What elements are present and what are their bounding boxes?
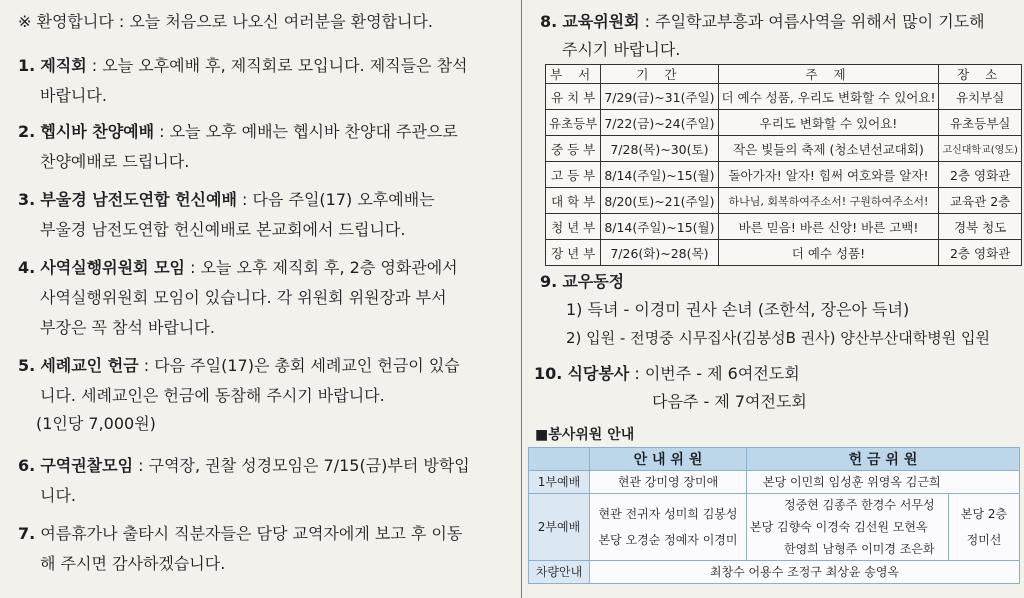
notice-number: 1. [18, 56, 36, 75]
table-cell: 8/14(주일)~15(월) [601, 214, 718, 240]
column-header: 주 제 [718, 65, 939, 84]
notice-3-line-2: 부울경 남전도연합 헌신예배로 본교회에서 드립니다. [40, 220, 406, 239]
notice-5-line-1 [18, 350, 460, 382]
column-divider [521, 0, 522, 598]
table-row [546, 110, 1022, 136]
table-cell: 7/28(목)~30(토) [601, 136, 718, 162]
notice-2-line-2: 찬양예배로 드립니다. [40, 152, 190, 171]
table-cell: 교육관 2층 [939, 188, 1021, 214]
column-header: 기 간 [601, 65, 718, 84]
table-cell: 중 등 부 [546, 136, 601, 162]
notice-number: 8. [540, 12, 558, 31]
table-cell: 경북 청도 [939, 214, 1021, 240]
guide-cell: 현관 강미영 장미애 [590, 471, 747, 494]
notice-number: 4. [18, 258, 36, 277]
volunteer-row [529, 561, 1020, 584]
notice-6-line-1 [18, 450, 470, 482]
notice-4-line-3: 부장은 꼭 참석 바랍니다. [40, 318, 215, 337]
volunteer-header-row [529, 448, 1020, 471]
notice-8-line-2: 주시기 바랍니다. [562, 40, 681, 59]
table-cell: 더 예수 성품, 우리도 변화할 수 있어요! [718, 84, 939, 110]
table-cell: 돌아가자! 알자! 힘써 여호와를 알자! [718, 162, 939, 188]
volunteer-row [529, 494, 1020, 561]
notice-number: 3. [18, 190, 36, 209]
notice-4-line-2: 사역실행위원회 모임이 있습니다. 각 위원회 위원장과 부서 [40, 288, 447, 307]
service-label: 2부예배 [529, 494, 590, 561]
welcome-notice: ※ 환영합니다 : 오늘 처음으로 나오신 여러분을 환영합니다. [18, 12, 433, 31]
notice-title: 세례교인 헌금 [40, 356, 139, 375]
notice-7-line-1 [18, 518, 462, 550]
notice-7-line-2: 해 주시면 감사하겠습니다. [40, 554, 226, 573]
offering-line: 본당 김향숙 이경숙 김선원 모현옥 [750, 520, 928, 534]
notice-4-line-1 [18, 252, 458, 284]
table-cell: 7/26(화)~28(목) [601, 240, 718, 266]
offering-line: 정중현 김종주 한경수 서무성 [784, 498, 935, 512]
table-cell: 2층 영화관 [939, 162, 1021, 188]
table-cell: 고신대학교(영도) [939, 136, 1021, 162]
notice-text: : 오늘 오후예배 후, 제직회로 모입니다. 제직들은 참석 [86, 56, 468, 75]
notice-number: 6. [18, 456, 36, 475]
table-row [546, 188, 1022, 214]
offering-line: 한영희 남형주 이미경 조은화 [784, 542, 935, 556]
table-row [546, 84, 1022, 110]
notice-number: 2. [18, 122, 36, 141]
table-cell: 바른 믿음! 바른 신앙! 바른 고백! [718, 214, 939, 240]
table-row [546, 214, 1022, 240]
table-cell: 하나님, 회복하여주소서! 구원하여주소서! [718, 188, 939, 214]
offering-cell [949, 494, 1020, 561]
notice-number: 10. [534, 364, 563, 383]
table-cell: 7/29(금)~31(주일) [601, 84, 718, 110]
notice-text: : 오늘 오후 예배는 헵시바 찬양대 주관으로 [154, 122, 458, 141]
column-header: 안 내 위 원 [590, 448, 747, 471]
service-label: 차량안내 [529, 561, 590, 584]
notice-2-line-1 [18, 116, 458, 148]
table-row [546, 162, 1022, 188]
offering-cell [747, 494, 949, 561]
table-cell: 7/22(금)~24(주일) [601, 110, 718, 136]
table-row [546, 136, 1022, 162]
notice-title: 사역실행위원회 모임 [40, 258, 185, 277]
notice-3-line-1 [18, 184, 435, 216]
column-header: 부 서 [546, 65, 601, 84]
notice-text: 여름휴가나 출타시 직분자들은 담당 교역자에게 보고 후 이동 [40, 524, 463, 543]
notice-5-line-3: (1인당 7,000원) [36, 414, 156, 433]
table-cell: 유 치 부 [546, 84, 601, 110]
notice-text: : 다음 주일(17)은 총회 세례교인 헌금이 있습 [138, 356, 460, 375]
notice-text: : 주일학교부흥과 여름사역을 위해서 많이 기도해 [639, 12, 985, 31]
table-cell: 고 등 부 [546, 162, 601, 188]
notice-9-sub-1: 1) 득녀 - 이경미 권사 손녀 (조한석, 장은아 득녀) [566, 300, 910, 319]
table-cell: 청 년 부 [546, 214, 601, 240]
notice-number: 7. [18, 524, 36, 543]
notice-text: : 오늘 오후 제직회 후, 2층 영화관에서 [185, 258, 458, 277]
notice-title: 제직회 [40, 56, 87, 75]
table-cell: 더 예수 성품! [718, 240, 939, 266]
offering-cell: 본당 이민희 임성훈 위영옥 김근희 [747, 471, 1020, 494]
notice-9-sub-2: 2) 입원 - 전명중 시무집사(김봉성B 권사) 양산부산대학병원 입원 [566, 329, 990, 347]
offering-line: 정미선 [966, 533, 1002, 547]
notice-number: 5. [18, 356, 36, 375]
notice-1-line-1 [18, 50, 468, 82]
notice-text: : 이번주 - 제 6여전도회 [629, 364, 800, 383]
education-schedule-table [545, 64, 1022, 266]
table-cell: 8/20(토)~21(주일) [601, 188, 718, 214]
notice-title: 부울경 남전도연합 헌신예배 [40, 190, 237, 209]
table-cell: 장 년 부 [546, 240, 601, 266]
vehicle-cell: 최창수 어용수 조정구 최상윤 송영옥 [590, 561, 1020, 584]
notice-title: 교육위원회 [562, 12, 640, 31]
notice-title: 헵시바 찬양예배 [40, 122, 155, 141]
column-header: 헌 금 위 원 [747, 448, 1020, 471]
table-cell: 8/14(주일)~15(월) [601, 162, 718, 188]
volunteer-table [528, 447, 1020, 584]
service-label: 1부예배 [529, 471, 590, 494]
table-row [546, 240, 1022, 266]
table-cell: 유초등부 [546, 110, 601, 136]
offering-line: 본당 2층 [960, 507, 1008, 521]
notice-1-line-2: 바랍니다. [40, 86, 107, 105]
guide-line: 현관 전귀자 성미희 김봉성 [598, 507, 738, 521]
table-cell: 작은 빛들의 축제 (청소년선교대회) [718, 136, 939, 162]
notice-10-line-2: 다음주 - 제 7여전도회 [652, 392, 807, 411]
corner-cell [529, 448, 590, 471]
volunteer-section-title: ■봉사위원 안내 [535, 427, 635, 443]
column-header: 장 소 [939, 65, 1021, 84]
notice-5-line-2: 니다. 세례교인은 헌금에 동참해 주시기 바랍니다. [40, 386, 385, 405]
guide-line: 본당 오경순 정예자 이경미 [598, 533, 738, 547]
table-header-row [546, 65, 1022, 84]
notice-text: : 구역장, 권찰 성경모임은 7/15(금)부터 방학입 [133, 456, 470, 475]
guide-cell [590, 494, 747, 561]
notice-title: 식당봉사 [567, 364, 630, 383]
notice-6-line-2: 니다. [40, 486, 76, 505]
table-cell: 우리도 변화할 수 있어요! [718, 110, 939, 136]
notice-number: 9. [540, 272, 558, 291]
table-cell: 유초등부실 [939, 110, 1021, 136]
table-cell: 유치부실 [939, 84, 1021, 110]
notice-title: 구역권찰모임 [40, 456, 134, 475]
notice-text: : 다음 주일(17) 오후예배는 [236, 190, 435, 209]
table-cell: 대 학 부 [546, 188, 601, 214]
table-cell: 2층 영화관 [939, 240, 1021, 266]
volunteer-row [529, 471, 1020, 494]
notice-title: 교우동정 [562, 272, 625, 291]
